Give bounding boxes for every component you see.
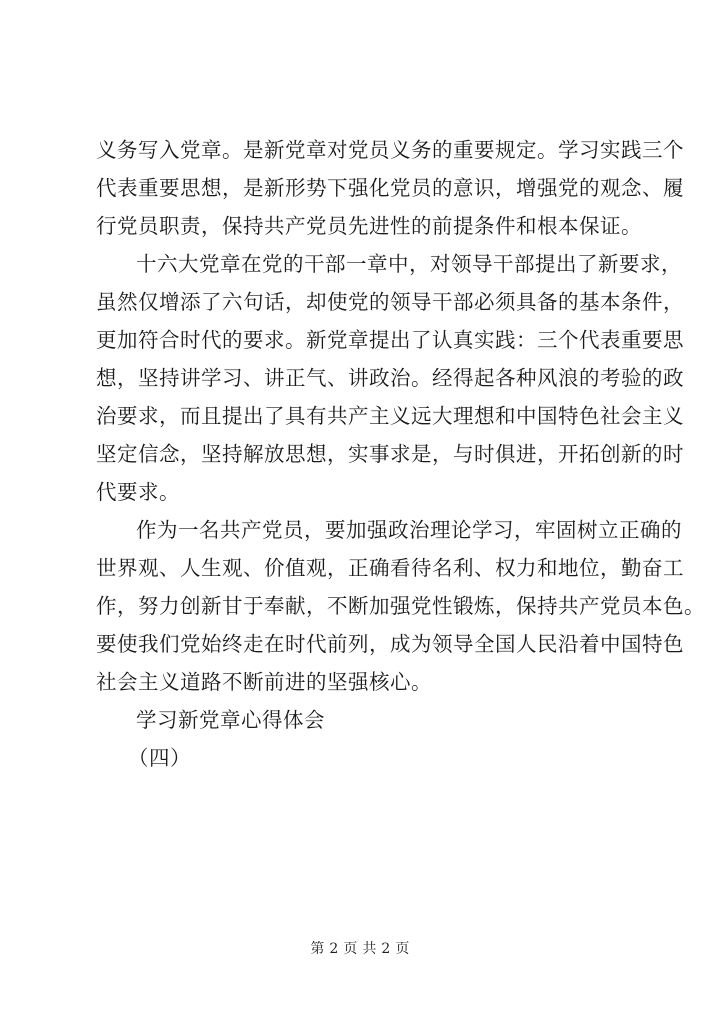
paragraph-line: 义务写入党章。是新党章对党员义务的重要规定。学习实践三个	[96, 138, 684, 162]
paragraph-line: 更加符合时代的要求。新党章提出了认真实践：三个代表重要思	[96, 328, 684, 352]
paragraph-line: 世界观、人生观、价值观，正确看待名利、权力和地位，勤奋工	[96, 556, 684, 580]
paragraph-line: 治要求，而且提出了具有共产主义远大理想和中国特色社会主义	[96, 404, 684, 428]
paragraph-line: 社会主义道路不断前进的坚强核心。	[96, 670, 432, 694]
paragraph-line: 十六大党章在党的干部一章中，对领导干部提出了新要求，	[136, 252, 682, 276]
paragraph-line: 代表重要思想，是新形势下强化党员的意识，增强党的观念、履	[96, 176, 684, 200]
paragraph-line: 作为一名共产党员，要加强政治理论学习，牢固树立正确的	[136, 518, 682, 542]
paragraph-line: 行党员职责，保持共产党员先进性的前提条件和根本保证。	[96, 214, 642, 238]
paragraph-line: 坚定信念，坚持解放思想，实事求是，与时俱进，开拓创新的时	[96, 442, 684, 466]
document-body	[96, 131, 705, 777]
paragraph-line: 作，努力创新甘于奉献，不断加强党性锻炼，保持共产党员本色。	[96, 594, 705, 618]
paragraph-line: 想，坚持讲学习、讲正气、讲政治。经得起各种风浪的考验的政	[96, 366, 684, 390]
paragraph-line: 要使我们党始终走在时代前列，成为领导全国人民沿着中国特色	[96, 632, 684, 656]
page-number-footer: 第 2 页 共 2 页	[310, 941, 410, 957]
paragraph-line: 虽然仅增添了六句话，却使党的领导干部必须具备的基本条件，	[96, 290, 684, 314]
section-heading: 学习新党章心得体会	[136, 708, 325, 732]
paragraph-line: 代要求。	[96, 480, 180, 504]
section-number: （四）	[128, 746, 191, 770]
